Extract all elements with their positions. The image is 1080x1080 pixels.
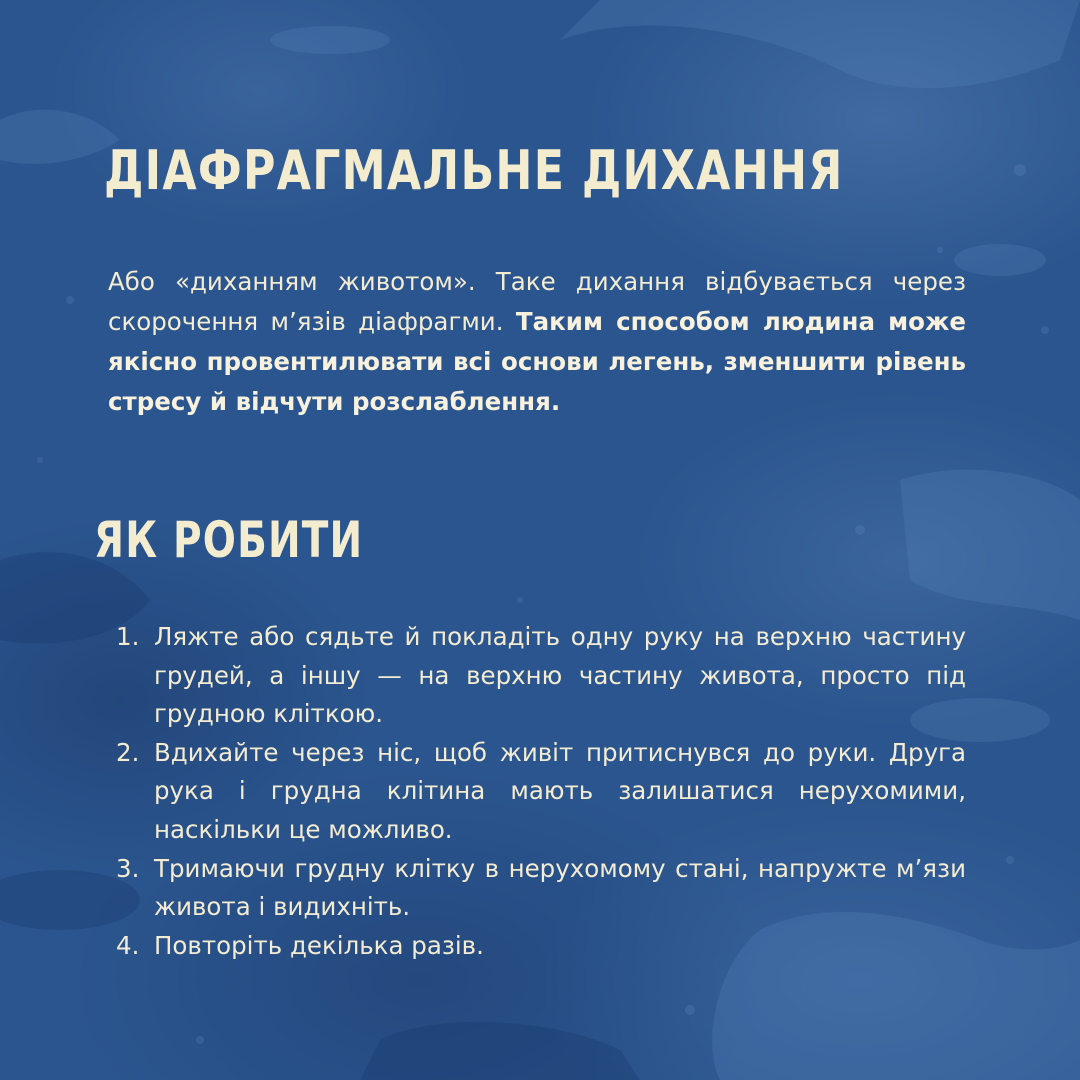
page-title: ДІАФРАГМАЛЬНЕ ДИХАННЯ <box>104 139 844 202</box>
step-item <box>112 618 966 734</box>
step-text: Вдихайте через ніс, щоб живіт притиснувся до руки. Друга рука і грудна клітина мають залишатися нерухомими, наскільки це можливо. <box>154 737 966 844</box>
step-text: Повторіть декілька разів. <box>154 930 484 960</box>
step-number: 2. <box>116 737 140 767</box>
step-text: Тримаючи грудну клітку в нерухомому стані, напружте м’язи живота і видихніть. <box>154 853 966 922</box>
step-number: 1. <box>116 622 140 651</box>
steps-list <box>112 618 966 965</box>
step-item <box>112 734 966 850</box>
section-title: ЯК РОБИТИ <box>94 511 364 569</box>
step-item <box>112 927 966 966</box>
step-number: 3. <box>116 853 140 883</box>
step-item <box>112 850 966 927</box>
step-number: 4. <box>116 930 140 960</box>
step-text: Ляжте або сядьте й покладіть одну руку на верхню частину грудей, а іншу — на верхню частину живота, просто під грудною кліткою. <box>154 622 966 729</box>
intro-emphasis: Таким способом людина може якісно провентилювати всі основи легень, зменшити рівень стресу й відчути розслаблення. <box>108 307 966 416</box>
intro-text: Або «диханням животом». Таке дихання відбувається через скорочення м’язів діафрагми. <box>108 267 966 336</box>
intro-paragraph <box>108 262 966 422</box>
